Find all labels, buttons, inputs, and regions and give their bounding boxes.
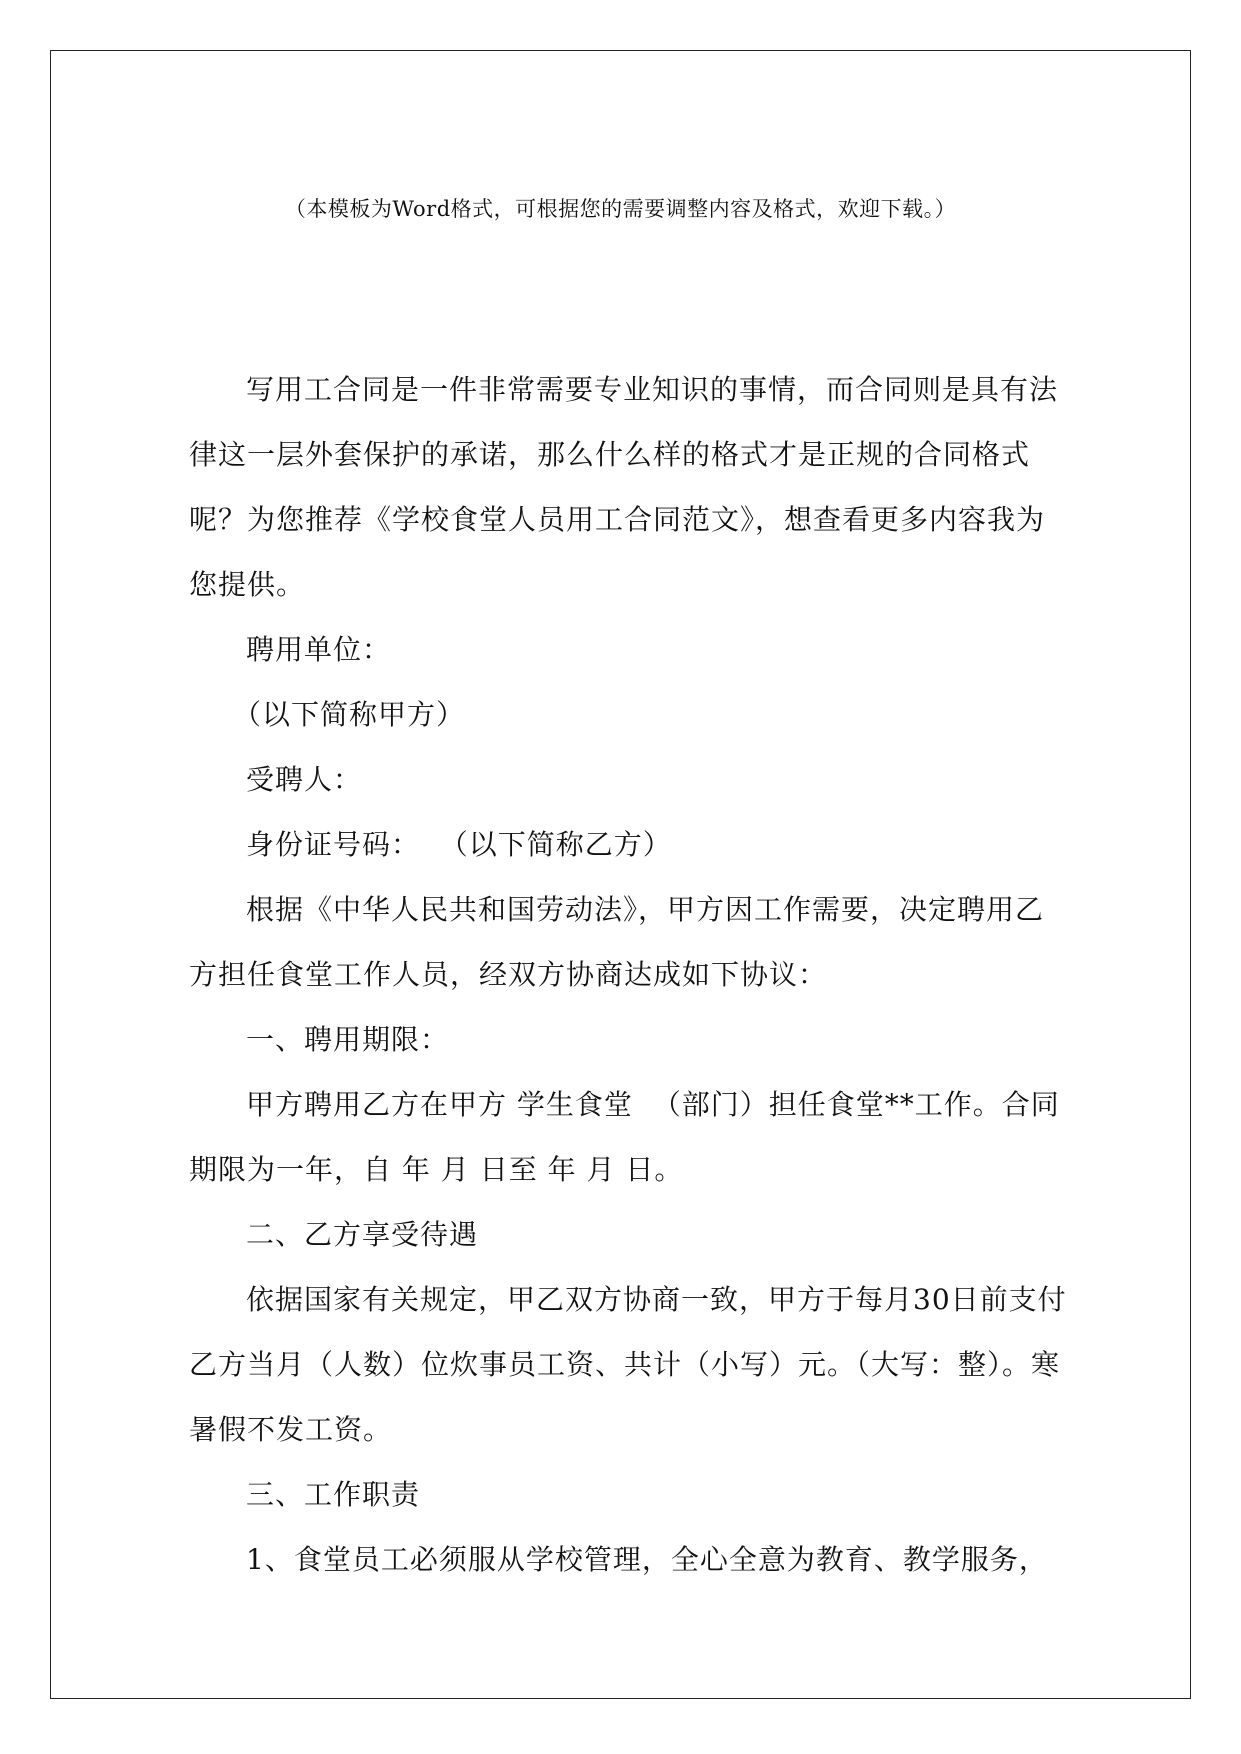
employee-label: 受聘人： (246, 763, 363, 796)
section-heading-term: 一、聘用期限： (246, 1023, 450, 1056)
duty-item-1: 1、食堂员工必须服从学校管理，全心全意为教育、教学服务， (246, 1543, 1048, 1576)
section-heading-duties: 三、工作职责 (246, 1478, 421, 1511)
section-heading-benefits: 二、乙方享受待遇 (246, 1218, 479, 1251)
document-body (189, 357, 1069, 1592)
intro-paragraph: 写用工合同是一件非常需要专业知识的事情，而合同则是具有法律这一层外套保护的承诺，那么什么样的格式才是正规的合同格式呢？为您推荐《学校食堂人员用工合同范文》，想查看更多内容我为您提供。 (189, 373, 1059, 601)
basis-paragraph: 根据《中华人民共和国劳动法》，甲方因工作需要，决定聘用乙方担任食堂工作人员，经双方协商达成如下协议： (189, 893, 1045, 991)
template-note: （本模板为Word格式，可根据您的需要调整内容及格式，欢迎下载。） (284, 197, 957, 221)
employer-label: 聘用单位： (246, 633, 392, 666)
benefits-paragraph: 依据国家有关规定，甲乙双方协商一致，甲方于每月30日前支付乙方当月（人数）位炊事员工资、共计（小写）元。（大写：整）。寒暑假不发工资。 (189, 1283, 1067, 1446)
term-paragraph: 甲方聘用乙方在甲方 学生食堂 （部门）担任食堂**工作。合同期限为一年，自 年 月 日至 年 月 日。 (189, 1088, 1060, 1186)
party-a-note: （以下简称甲方） (233, 698, 466, 731)
id-number-label: 身份证号码： （以下简称乙方） (246, 828, 672, 861)
